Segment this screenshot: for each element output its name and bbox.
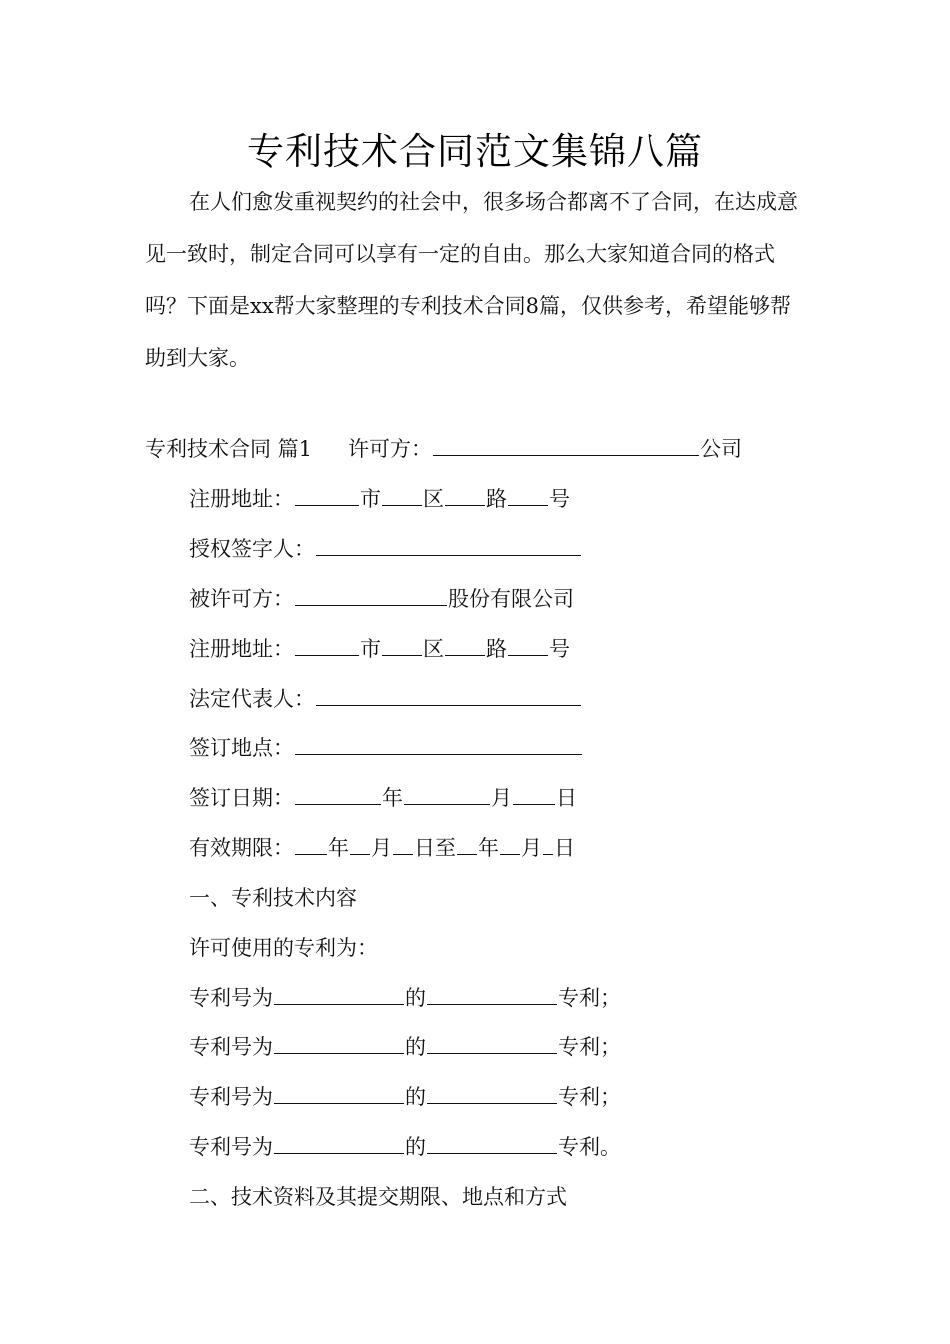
validity-to: 日至 bbox=[414, 836, 456, 860]
blank bbox=[274, 1133, 404, 1154]
patent-no-prefix: 专利号为 bbox=[189, 1035, 273, 1059]
validity-line bbox=[189, 833, 575, 863]
licensee-suffix: 股份有限公司 bbox=[448, 587, 574, 611]
patent-line-2 bbox=[189, 1032, 621, 1062]
blank bbox=[295, 585, 447, 606]
patent-no-prefix: 专利号为 bbox=[189, 1135, 273, 1159]
patent-no-prefix: 专利号为 bbox=[189, 1085, 273, 1109]
blank bbox=[316, 685, 581, 706]
sign-place-label: 签订地点： bbox=[189, 736, 294, 760]
patent-suffix: 专利； bbox=[558, 1035, 621, 1059]
day-label: 日 bbox=[556, 786, 577, 810]
signatory-label: 授权签字人： bbox=[189, 537, 315, 561]
month-label: 月 bbox=[521, 836, 542, 860]
clause2-heading: 二、技术资料及其提交期限、地点和方式 bbox=[189, 1185, 567, 1209]
legal-rep-line bbox=[189, 684, 582, 714]
blank bbox=[543, 834, 553, 855]
intro-paragraph: 在人们愈发重视契约的社会中，很多场合都离不了合同，在达成意见一致时，制定合同可以享有一定的自由。那么大家知道合同的格式吗？下面是xx帮大家整理的专利技术合同8篇，仅供参考，希望能够帮助到大家。 bbox=[145, 190, 798, 370]
document-title: 专利技术合同范文集锦八篇 bbox=[247, 130, 703, 173]
licensor-line bbox=[145, 434, 742, 464]
licensor-suffix: 公司 bbox=[700, 437, 743, 461]
licensee-label: 被许可方： bbox=[189, 587, 294, 611]
patent-of: 的 bbox=[405, 1085, 426, 1109]
patent-of: 的 bbox=[405, 1035, 426, 1059]
sign-place-line bbox=[189, 733, 583, 763]
blank bbox=[500, 834, 520, 855]
sign-date-label: 签订日期： bbox=[189, 786, 294, 810]
patent-no-prefix: 专利号为 bbox=[189, 986, 273, 1010]
patent-line-3 bbox=[189, 1082, 621, 1112]
blank bbox=[274, 1033, 404, 1054]
blank bbox=[427, 984, 557, 1005]
patent-of: 的 bbox=[405, 986, 426, 1010]
addr-district: 区 bbox=[423, 637, 444, 661]
patent-suffix: 专利。 bbox=[558, 1135, 621, 1159]
blank bbox=[295, 485, 359, 506]
blank bbox=[445, 485, 485, 506]
month-label: 月 bbox=[371, 836, 392, 860]
addr-number: 号 bbox=[549, 637, 570, 661]
patent-suffix: 专利； bbox=[558, 986, 621, 1010]
blank bbox=[295, 834, 327, 855]
blank bbox=[295, 784, 381, 805]
section-heading: 专利技术合同 篇1 bbox=[145, 437, 313, 461]
blank bbox=[427, 1033, 557, 1054]
sign-date-line bbox=[189, 783, 577, 813]
reg-address-label: 注册地址： bbox=[189, 637, 294, 661]
blank bbox=[316, 535, 581, 556]
blank bbox=[513, 784, 555, 805]
year-label: 年 bbox=[328, 836, 349, 860]
blank bbox=[508, 485, 548, 506]
blank bbox=[404, 784, 490, 805]
addr-road: 路 bbox=[486, 637, 507, 661]
blank bbox=[295, 734, 582, 755]
year-label: 年 bbox=[382, 786, 403, 810]
blank bbox=[393, 834, 413, 855]
clause1-heading: 一、专利技术内容 bbox=[189, 886, 357, 910]
patent-of: 的 bbox=[405, 1135, 426, 1159]
blank bbox=[350, 834, 370, 855]
blank bbox=[382, 485, 422, 506]
month-label: 月 bbox=[491, 786, 512, 810]
signatory-line bbox=[189, 534, 582, 564]
licensor-blank bbox=[433, 435, 699, 456]
addr-district: 区 bbox=[423, 487, 444, 511]
day-label: 日 bbox=[554, 836, 575, 860]
addr-city: 市 bbox=[360, 487, 381, 511]
blank bbox=[427, 1083, 557, 1104]
patent-suffix: 专利； bbox=[558, 1085, 621, 1109]
legal-rep-label: 法定代表人： bbox=[189, 687, 315, 711]
patent-line-1 bbox=[189, 983, 621, 1013]
blank bbox=[382, 635, 422, 656]
blank bbox=[274, 984, 404, 1005]
blank bbox=[274, 1083, 404, 1104]
addr-city: 市 bbox=[360, 637, 381, 661]
blank bbox=[457, 834, 477, 855]
validity-label: 有效期限： bbox=[189, 836, 294, 860]
licensor-label: 许可方： bbox=[348, 437, 433, 461]
reg-address-line-2 bbox=[189, 634, 570, 664]
addr-road: 路 bbox=[486, 487, 507, 511]
licensee-line bbox=[189, 584, 574, 614]
blank bbox=[445, 635, 485, 656]
reg-address-label: 注册地址： bbox=[189, 487, 294, 511]
blank bbox=[427, 1133, 557, 1154]
permitted-patents-label: 许可使用的专利为： bbox=[189, 936, 378, 960]
patent-line-4 bbox=[189, 1132, 621, 1162]
reg-address-line-1 bbox=[189, 484, 570, 514]
addr-number: 号 bbox=[549, 487, 570, 511]
blank bbox=[508, 635, 548, 656]
year-label: 年 bbox=[478, 836, 499, 860]
blank bbox=[295, 635, 359, 656]
